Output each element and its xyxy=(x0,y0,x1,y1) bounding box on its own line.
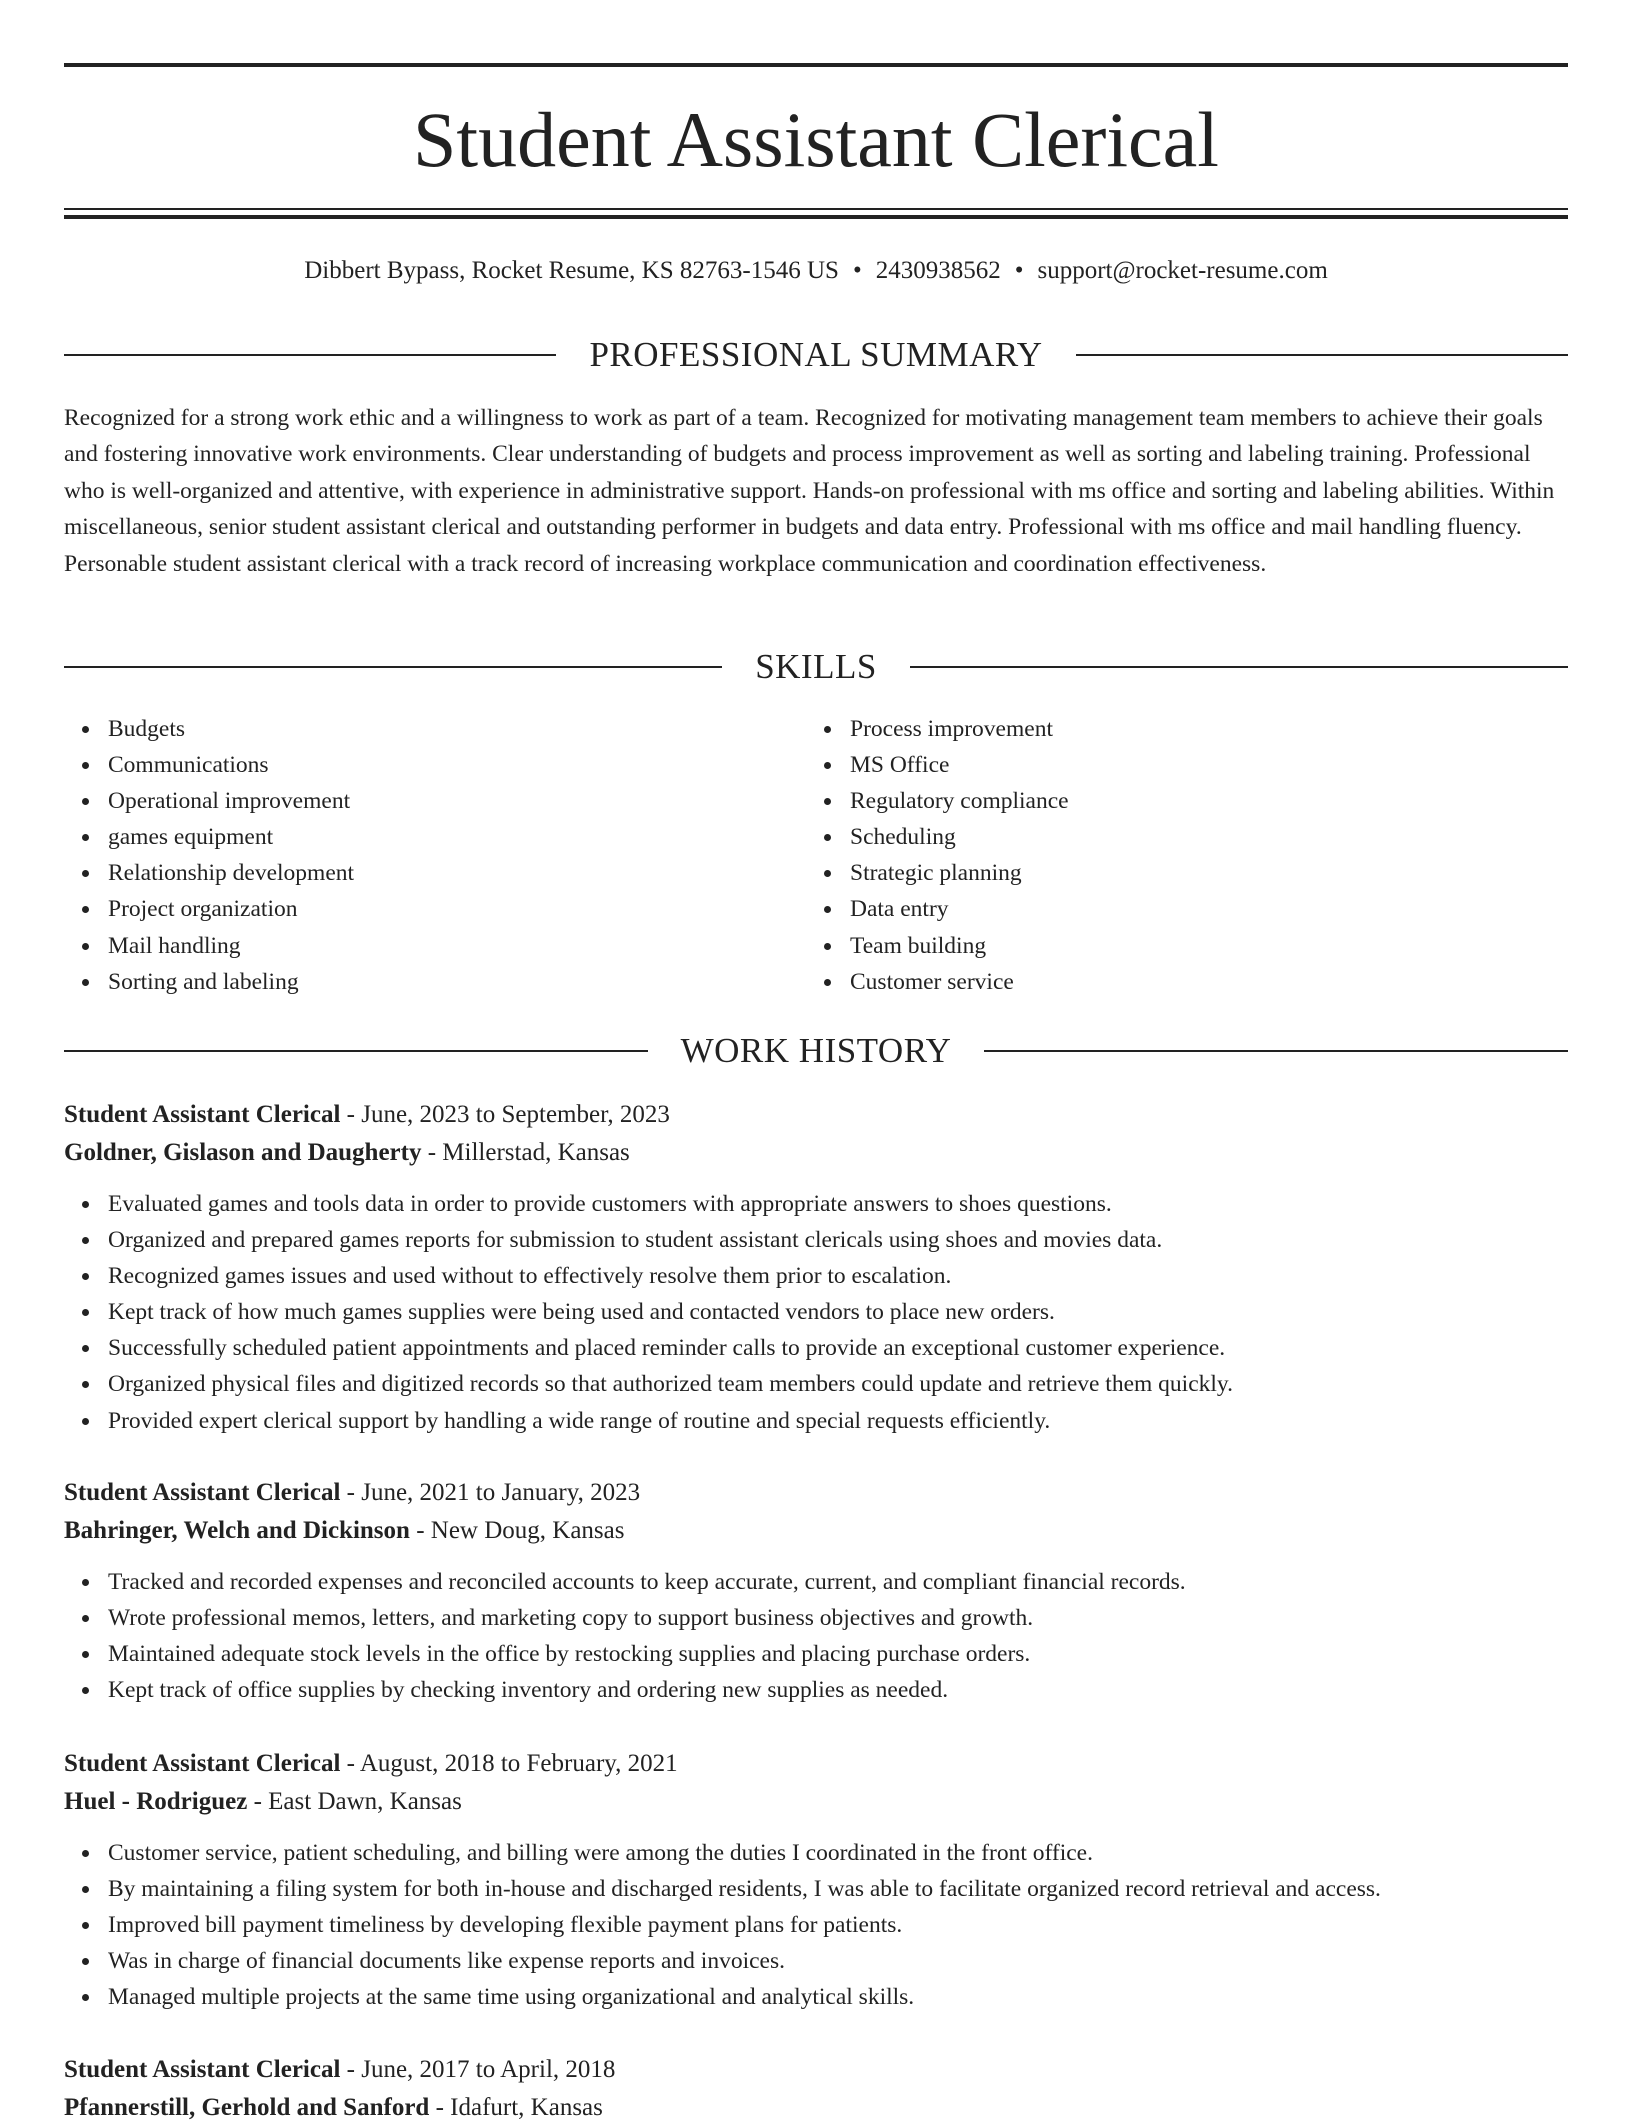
job-entry xyxy=(64,1096,1568,1439)
summary-heading xyxy=(64,333,1568,377)
name-rule-thin xyxy=(64,208,1568,210)
job-entry xyxy=(64,1474,1568,1708)
skill-item: Operational improvement xyxy=(108,783,806,819)
job-bullet: Successfully scheduled patient appointments and placed reminder calls to provide an exceptional customer experience. xyxy=(108,1330,1568,1366)
job-bullet: By maintaining a filing system for both in-house and discharged residents, I was able to facilitate organized record retrieval and access. xyxy=(108,1871,1568,1907)
job-title-line xyxy=(64,1096,1568,1134)
heading-rule xyxy=(64,354,556,356)
skill-item: Mail handling xyxy=(108,928,806,964)
contact-email: support@rocket-resume.com xyxy=(1037,257,1328,284)
job-bullet: Kept track of how much games supplies were being used and contacted vendors to place new orders. xyxy=(108,1294,1568,1330)
section-title: WORK HISTORY xyxy=(680,1031,952,1070)
job-title: Student Assistant Clerical xyxy=(64,1750,341,1777)
skill-item: Customer service xyxy=(850,964,1548,1000)
skill-item: Scheduling xyxy=(850,819,1548,855)
contact-line xyxy=(64,254,1568,288)
job-company-line xyxy=(64,1783,1568,1821)
job-dates: - August, 2018 to February, 2021 xyxy=(340,1750,678,1777)
skills-list xyxy=(64,711,1568,1000)
heading-rule xyxy=(1076,354,1568,356)
skill-item: games equipment xyxy=(108,819,806,855)
skills-column-right xyxy=(806,711,1548,1000)
job-company: Pfannerstill, Gerhold and Sanford xyxy=(64,2094,430,2121)
job-dates: - June, 2023 to September, 2023 xyxy=(340,1101,670,1128)
skill-item: Team building xyxy=(850,928,1548,964)
summary-text: Recognized for a strong work ethic and a willingness to work as part of a team. Recognized for motivating management team members to achieve their goals and fostering innovative work environments. Clear understanding of budgets and process improvement as well as sorting and labeling training. Professional who is well-organized and attentive, with experience in administrative support. Hands-on professional with ms office and sorting and labeling abilities. Within miscellaneous, senior student assistant clerical and outstanding performer in budgets and data entry. Professional with ms office and mail handling fluency. Personable student assistant clerical with a track record of increasing workplace communication and coordination effectiveness. xyxy=(64,405,1555,577)
skill-item: Process improvement xyxy=(850,711,1548,747)
job-company-line xyxy=(64,1134,1568,1172)
job-bullets xyxy=(64,1186,1568,1439)
job-title: Student Assistant Clerical xyxy=(64,1479,341,1506)
job-company: Bahringer, Welch and Dickinson xyxy=(64,1517,410,1544)
job-location: - New Doug, Kansas xyxy=(409,1517,625,1544)
skill-item: Budgets xyxy=(108,711,806,747)
job-bullet: Was in charge of financial documents like expense reports and invoices. xyxy=(108,1943,1568,1979)
job-title-line xyxy=(64,2051,1568,2089)
section-title: PROFESSIONAL SUMMARY xyxy=(589,335,1043,374)
section-title: SKILLS xyxy=(755,647,877,686)
job-location: - East Dawn, Kansas xyxy=(247,1788,462,1815)
job-title: Student Assistant Clerical xyxy=(64,1101,341,1128)
skill-item: Relationship development xyxy=(108,855,806,891)
heading-rule xyxy=(984,1050,1568,1052)
job-dates: - June, 2017 to April, 2018 xyxy=(340,2056,616,2083)
contact-phone: 2430938562 xyxy=(875,257,1001,284)
skills-column-left xyxy=(64,711,806,1000)
name-rule-thick xyxy=(64,215,1568,219)
job-title-line xyxy=(64,1474,1568,1512)
job-bullet: Tracked and recorded expenses and reconciled accounts to keep accurate, current, and compliant financial records. xyxy=(108,1564,1568,1600)
job-location: - Idafurt, Kansas xyxy=(429,2094,603,2121)
contact-separator: • xyxy=(1014,257,1024,284)
job-bullet: Provided expert clerical support by handling a wide range of routine and special requests efficiently. xyxy=(108,1403,1568,1439)
skill-item: Regulatory compliance xyxy=(850,783,1548,819)
skill-item: Strategic planning xyxy=(850,855,1548,891)
job-bullet: Customer service, patient scheduling, and billing were among the duties I coordinated in the front office. xyxy=(108,1835,1568,1871)
job-bullet: Wrote professional memos, letters, and marketing copy to support business objectives and growth. xyxy=(108,1600,1568,1636)
heading-rule xyxy=(910,666,1568,668)
job-bullets xyxy=(64,1564,1568,1708)
job-entry xyxy=(64,1745,1568,2015)
contact-address: Dibbert Bypass, Rocket Resume, KS 82763-1546 US xyxy=(304,257,839,284)
job-bullet: Improved bill payment timeliness by developing flexible payment plans for patients. xyxy=(108,1907,1568,1943)
job-entry xyxy=(64,2051,1568,2127)
job-bullet: Maintained adequate stock levels in the office by restocking supplies and placing purchase orders. xyxy=(108,1636,1568,1672)
job-company: Goldner, Gislason and Daugherty xyxy=(64,1139,422,1166)
job-bullet: Organized physical files and digitized records so that authorized team members could update and retrieve them quickly. xyxy=(108,1366,1568,1402)
top-rule xyxy=(64,63,1568,67)
job-title-line xyxy=(64,1745,1568,1783)
job-title: Student Assistant Clerical xyxy=(64,2056,341,2083)
skill-item: Sorting and labeling xyxy=(108,964,806,1000)
skill-item: Project organization xyxy=(108,891,806,927)
contact-separator: • xyxy=(852,257,862,284)
job-bullets xyxy=(64,1835,1568,2015)
job-location: - Millerstad, Kansas xyxy=(421,1139,630,1166)
job-company-line xyxy=(64,2089,1568,2127)
job-bullet: Evaluated games and tools data in order to provide customers with appropriate answers to shoes questions. xyxy=(108,1186,1568,1222)
heading-rule xyxy=(64,1050,648,1052)
job-bullet: Recognized games issues and used without to effectively resolve them prior to escalation. xyxy=(108,1258,1568,1294)
skill-item: Communications xyxy=(108,747,806,783)
job-company-line xyxy=(64,1512,1568,1550)
job-dates: - June, 2021 to January, 2023 xyxy=(340,1479,641,1506)
job-company: Huel - Rodriguez xyxy=(64,1788,248,1815)
resume-name: Student Assistant Clerical xyxy=(413,96,1219,183)
heading-rule xyxy=(64,666,722,668)
skill-item: Data entry xyxy=(850,891,1548,927)
skill-item: MS Office xyxy=(850,747,1548,783)
job-bullet: Kept track of office supplies by checking inventory and ordering new supplies as needed. xyxy=(108,1672,1568,1708)
job-bullet: Managed multiple projects at the same time using organizational and analytical skills. xyxy=(108,1979,1568,2015)
work-history-heading xyxy=(64,1029,1568,1073)
job-bullet: Organized and prepared games reports for submission to student assistant clericals using shoes and movies data. xyxy=(108,1222,1568,1258)
skills-heading xyxy=(64,645,1568,689)
